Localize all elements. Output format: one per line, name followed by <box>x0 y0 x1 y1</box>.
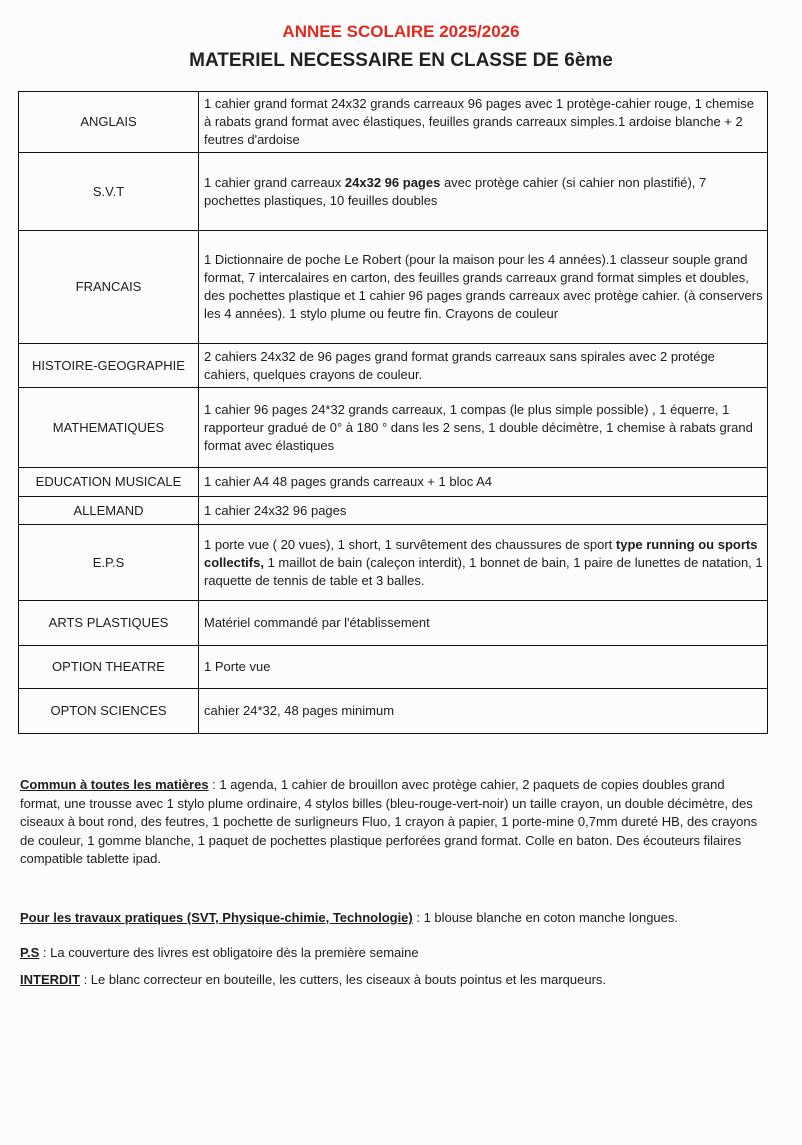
note-text: : 1 blouse blanche en coton manche longues. <box>412 910 678 925</box>
content-cell <box>199 525 768 601</box>
forbidden-note <box>20 971 760 989</box>
content-cell: 1 cahier A4 48 pages grands carreaux + 1 bloc A4 <box>199 468 768 497</box>
note-label: Commun à toutes les matières <box>20 777 209 792</box>
content-cell: 1 cahier 24x32 96 pages <box>199 497 768 525</box>
ps-note <box>20 944 760 962</box>
subject-cell: ANGLAIS <box>19 92 199 153</box>
note-text: : 1 agenda, 1 cahier de brouillon avec protège cahier, 2 paquets de copies doubles grand format, une trousse avec 1 stylo plume ordinaire, 4 stylos billes (bleu-rouge-vert-noir) un taille crayon, un double décimètre, des ciseaux à bout rond, des feutres, 1 pochette de surligneurs Fluo, 1 crayon à papier, 1 porte-mine 0,7mm dureté HB, des crayons de couleur, 1 gomme blanche, 1 paquet de pochettes plastique perforées grand format. Colle en baton. Des écouteurs filaires compatible tablette ipad. <box>20 777 758 866</box>
content-cell: 2 cahiers 24x32 de 96 pages grand format grands carreaux sans spirales avec 2 protége cahiers, quelques crayons de couleur. <box>199 344 768 388</box>
practical-work-note <box>20 909 760 927</box>
content-cell <box>199 153 768 231</box>
content-cell: 1 cahier grand format 24x32 grands carreaux 96 pages avec 1 protège-cahier rouge, 1 chemise à rabats grand format avec élastiques, feuilles grands carreaux simples.1 ardoise blanche + 2 feutres d'ardoise <box>199 92 768 153</box>
table-row <box>19 468 768 497</box>
subject-cell: S.V.T <box>19 153 199 231</box>
subject-cell: ALLEMAND <box>19 497 199 525</box>
table-row <box>19 153 768 231</box>
table-row <box>19 646 768 689</box>
note-label: Pour les travaux pratiques (SVT, Physique-chimie, Technologie) <box>20 910 413 925</box>
note-text: : La couverture des livres est obligatoire dès la première semaine <box>39 945 419 960</box>
content-bold-text: 24x32 96 pages <box>344 174 441 190</box>
subject-cell: FRANCAIS <box>19 231 199 344</box>
table-row <box>19 689 768 734</box>
subject-cell: E.P.S <box>19 525 199 601</box>
content-cell: cahier 24*32, 48 pages minimum <box>199 689 768 734</box>
subject-cell: HISTOIRE-GEOGRAPHIE <box>19 344 199 388</box>
page-title: MATERIEL NECESSAIRE EN CLASSE DE 6ème <box>189 50 613 71</box>
note-text: : Le blanc correcteur en bouteille, les cutters, les ciseaux à bouts pointus et les marqueurs. <box>79 972 607 987</box>
note-label: INTERDIT <box>20 972 80 987</box>
supplies-table <box>18 91 768 734</box>
school-year-heading: ANNEE SCOLAIRE 2025/2026 <box>282 22 520 41</box>
content-text: 1 cahier grand carreaux <box>204 174 345 190</box>
table-row <box>19 388 768 468</box>
table-row <box>19 231 768 344</box>
table-row <box>19 497 768 525</box>
content-text: 1 maillot de bain (caleçon interdit), 1 bonnet de bain, 1 paire de lunettes de natation, 1 raquette de tennis de table et 3 balles. <box>204 554 763 588</box>
subject-cell: ARTS PLASTIQUES <box>19 601 199 646</box>
table-row <box>19 344 768 388</box>
subject-cell: OPTION THEATRE <box>19 646 199 689</box>
content-cell: 1 Dictionnaire de poche Le Robert (pour la maison pour les 4 années).1 classeur souple grand format, 7 intercalaires en carton, des feuilles grands carreaux grand format simples et doubles, des pochettes plastique et 1 cahier 96 pages grands carreaux avec protège cahier. (à conservers les 4 années). 1 stylo plume ou feutre fin. Crayons de couleur <box>199 231 768 344</box>
table-row <box>19 92 768 153</box>
content-text: avec protège cahier (si cahier non plastifié), 7 pochettes plastiques, 10 feuilles doubles <box>204 174 707 208</box>
content-cell: 1 cahier 96 pages 24*32 grands carreaux, 1 compas (le plus simple possible) , 1 équerre, 1 rapporteur gradué de 0° à 180 ° dans les 2 sens, 1 double décimètre, 1 chemise à rabats grand format avec élastiques <box>199 388 768 468</box>
subject-cell: MATHEMATIQUES <box>19 388 199 468</box>
content-cell: 1 Porte vue <box>199 646 768 689</box>
subject-cell: EDUCATION MUSICALE <box>19 468 199 497</box>
table-row <box>19 525 768 601</box>
common-supplies-note <box>20 776 760 869</box>
note-label: P.S <box>20 945 40 960</box>
subject-cell: OPTON SCIENCES <box>19 689 199 734</box>
content-text: 1 porte vue ( 20 vues), 1 short, 1 survêtement des chaussures de sport <box>204 536 616 552</box>
table-row <box>19 601 768 646</box>
content-bold-text: type running ou sports collectifs, <box>204 536 758 570</box>
content-cell: Matériel commandé par l'établissement <box>199 601 768 646</box>
